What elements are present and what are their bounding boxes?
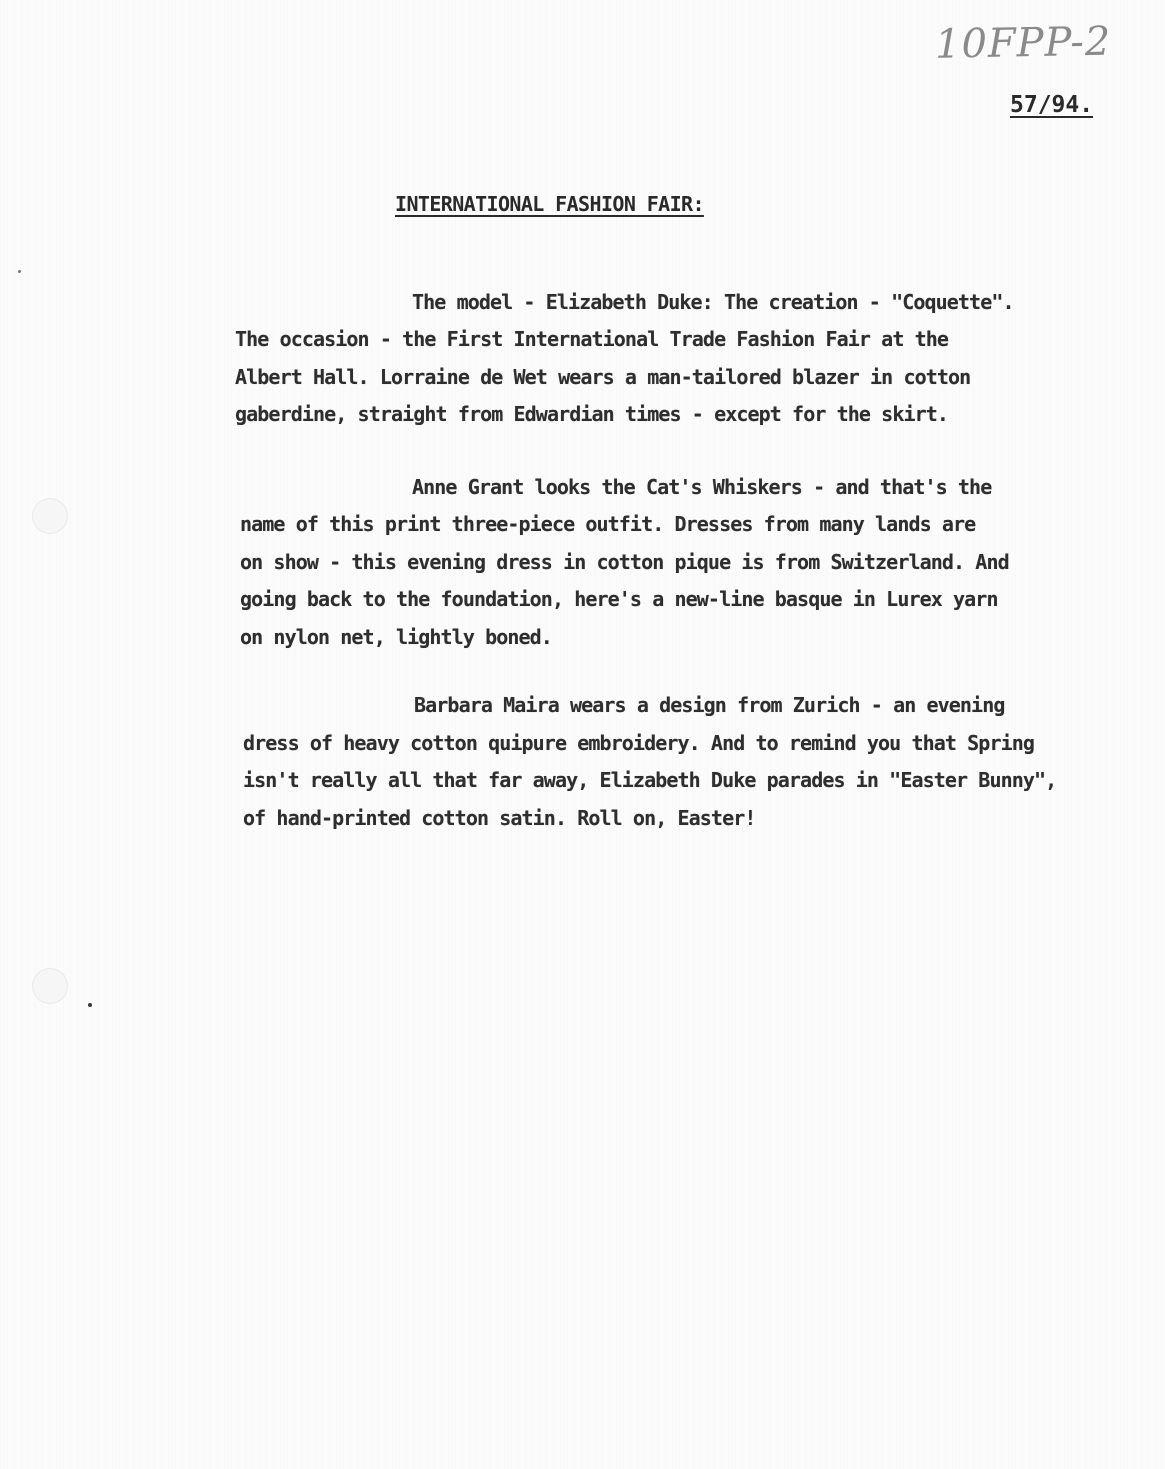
paragraph-line: of hand-printed cotton satin. Roll on, Easter!	[243, 806, 756, 830]
paragraph-line: going back to the foundation, here's a new-line basque in Lurex yarn	[240, 587, 998, 611]
paragraph-line: on nylon net, lightly boned.	[240, 625, 552, 649]
handwritten-reference-number: 10FPP-2	[934, 18, 1112, 68]
paragraph-line: gaberdine, straight from Edwardian times - except for the skirt.	[235, 402, 949, 426]
paragraph-line: Anne Grant looks the Cat's Whiskers - and that's the	[412, 475, 992, 499]
paragraph-line: The occasion - the First International Trade Fashion Fair at the	[235, 327, 949, 351]
document-title: INTERNATIONAL FASHION FAIR:	[395, 192, 704, 216]
scan-speck	[88, 1003, 92, 1007]
scan-speck	[18, 270, 21, 273]
paragraph-line: The model - Elizabeth Duke: The creation - "Coquette".	[412, 290, 1014, 314]
paragraph-line: Barbara Maira wears a design from Zurich - an evening	[414, 693, 1005, 717]
paragraph-line: Albert Hall. Lorraine de Wet wears a man-tailored blazer in cotton	[235, 365, 971, 389]
paragraph-line: on show - this evening dress in cotton pique is from Switzerland. And	[240, 550, 1009, 574]
paragraph-line: name of this print three-piece outfit. Dresses from many lands are	[240, 512, 976, 536]
page-number: 57/94.	[1010, 92, 1094, 118]
binder-hole-mark	[32, 498, 68, 534]
paragraph-line: isn't really all that far away, Elizabeth Duke parades in "Easter Bunny",	[243, 768, 1057, 792]
paragraph-line: dress of heavy cotton quipure embroidery. And to remind you that Spring	[243, 731, 1035, 755]
binder-hole-mark	[32, 968, 68, 1004]
